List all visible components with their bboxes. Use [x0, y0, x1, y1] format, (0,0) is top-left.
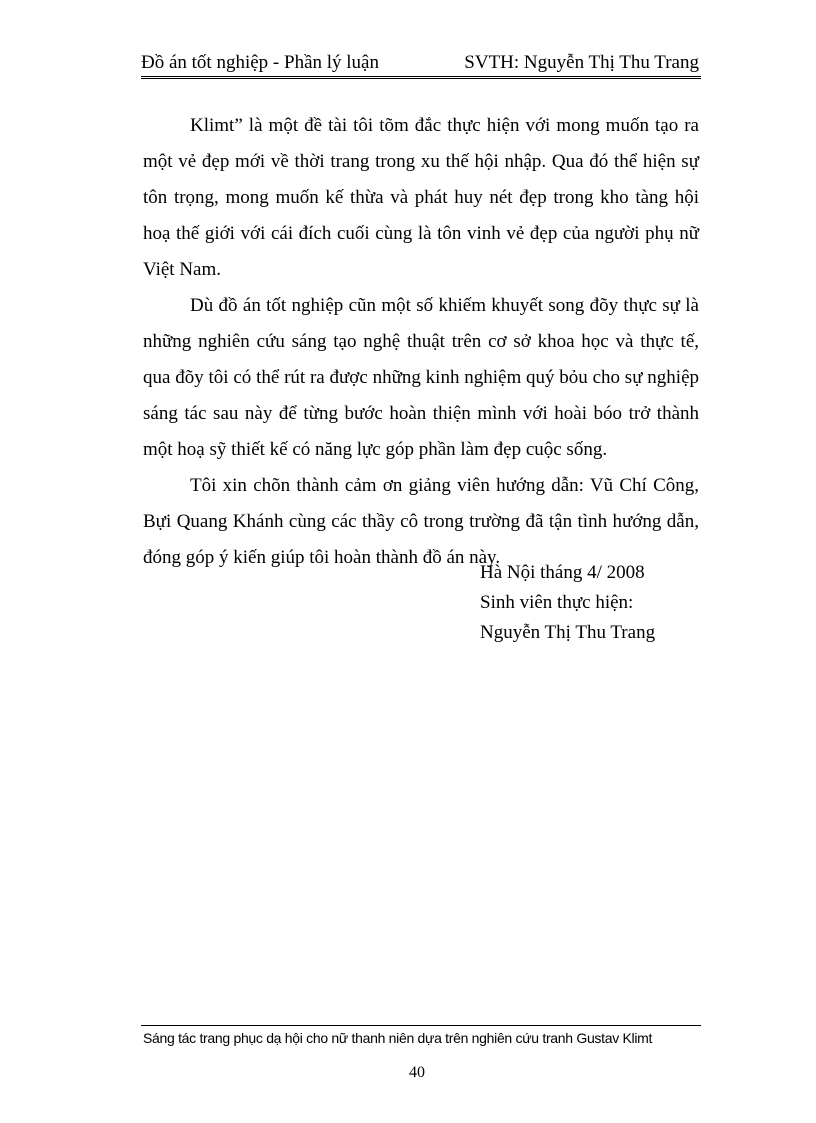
- signature-name: Nguyễn Thị Thu Trang: [480, 622, 656, 643]
- signature-role: Sinh viên thực hiện:: [480, 592, 634, 613]
- page-number: 40: [409, 1064, 425, 1081]
- paragraph-1: Klimt” là một đề tài tôi tõm đắc thực hiện với mong muốn tạo ra một vẻ đẹp mới về thời trang trong xu thế hội nhập. Qua đó thể hiện sự tôn trọng, mong muốn kế thừa và phát huy nét đẹp trong kho tàng hội hoạ thế giới với cái đích cuối cùng là tôn vinh vẻ đẹp của người phụ nữ Việt Nam.: [143, 115, 699, 280]
- footer-divider: [141, 1025, 701, 1026]
- header-author: SVTH: Nguyễn Thị Thu Trang: [464, 52, 699, 73]
- footer-caption: Sáng tác trang phục dạ hội cho nữ thanh niên dựa trên nghiên cứu tranh Gustav Klimt: [143, 1030, 653, 1046]
- body-text: [143, 108, 699, 576]
- signature-block: [480, 558, 655, 648]
- paragraph-3: Tôi xin chõn thành cảm ơn giảng viên hướng dẫn: Vũ Chí Công, Bựi Quang Khánh cùng các thầy cô trong trường đã tận tình hướng dẫn, đóng góp ý kiến giúp tôi hoàn thành đồ án này.: [143, 475, 699, 568]
- header-title: Đồ án tốt nghiệp - Phần lý luận: [141, 52, 379, 73]
- paragraph-2: Dù đồ án tốt nghiệp cũn một số khiếm khuyết song đõy thực sự là những nghiên cứu sáng tạo nghệ thuật trên cơ sở khoa học và thực tế, qua đõy tôi có thể rút ra được những kinh nghiệm quý bỏu cho sự nghiệp sáng tác sau này để từng bước hoàn thiện mình với hoài bóo trở thành một hoạ sỹ thiết kế có năng lực góp phần làm đẹp cuộc sống.: [143, 295, 699, 460]
- page-header: [141, 50, 701, 79]
- signature-place-date: Hà Nội tháng 4/ 2008: [480, 562, 645, 583]
